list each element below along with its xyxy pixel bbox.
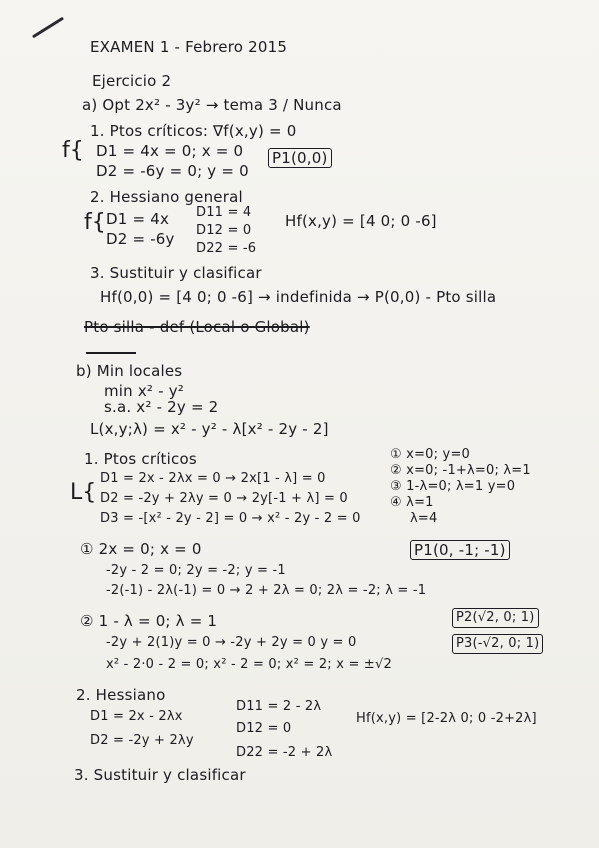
part-b-h-d1: D1 = 2x - 2λx: [90, 709, 183, 724]
part-a-point: P1(0,0): [268, 148, 332, 168]
pen-stroke: [32, 17, 64, 39]
part-b-title: b) Min locales: [76, 362, 183, 380]
part-b-sol2-c: x² - 2·0 - 2 = 0; x² - 2 = 0; x² = 2; x = ±√2: [106, 657, 392, 672]
part-b-hessian: Hf(x,y) = [2-2λ 0; 0 -2+2λ]: [356, 711, 537, 726]
part-b-case4: ④ λ=1: [390, 495, 434, 510]
exercise-title: Ejercicio 2: [92, 72, 172, 90]
part-b-h-d12: D12 = 0: [236, 721, 292, 736]
part-b-step2: 2. Hessiano: [76, 686, 166, 704]
brace-icon: L{: [70, 480, 97, 505]
part-a-title: a) Opt 2x² - 3y² → tema 3 / Nunca: [82, 96, 342, 114]
part-b-step1: 1. Ptos críticos: [84, 450, 197, 468]
brace-icon: f{: [62, 138, 84, 163]
part-b-eq-d2: D2 = -2y + 2λy = 0 → 2y[-1 + λ] = 0: [100, 491, 348, 506]
part-b-eq-d1: D1 = 2x - 2λx = 0 → 2x[1 - λ] = 0: [100, 471, 326, 486]
part-a-classify: Hf(0,0) = [4 0; 0 -6] → indefinida → P(0,0) - Pto silla: [100, 288, 497, 306]
part-a-h-d22: D22 = -6: [196, 241, 257, 256]
part-b-sol1-a: ① 2x = 0; x = 0: [80, 540, 202, 558]
part-b-constraint: s.a. x² - 2y = 2: [104, 398, 219, 416]
part-a-h-d1: D1 = 4x: [106, 210, 170, 228]
part-b-sol1-b: -2y - 2 = 0; 2y = -2; y = -1: [106, 563, 286, 578]
part-a-h-d2: D2 = -6y: [106, 230, 175, 248]
part-b-lagrangian: L(x,y;λ) = x² - y² - λ[x² - 2y - 2]: [90, 420, 329, 438]
part-b-objective: min x² - y²: [104, 382, 184, 400]
part-b-h-d2: D2 = -2y + 2λy: [90, 733, 194, 748]
part-a-step1: 1. Ptos críticos: ∇f(x,y) = 0: [90, 122, 297, 140]
part-b-h-d22: D22 = -2 + 2λ: [236, 745, 333, 760]
part-b-h-d11: D11 = 2 - 2λ: [236, 699, 322, 714]
part-b-case3: ③ 1-λ=0; λ=1 y=0: [390, 479, 516, 494]
part-a-d1: D1 = 4x = 0; x = 0: [96, 142, 244, 160]
exam-title: EXAMEN 1 - Febrero 2015: [90, 38, 288, 56]
part-a-step3: 3. Sustituir y clasificar: [90, 264, 262, 282]
part-a-h-d12: D12 = 0: [196, 223, 252, 238]
part-b-step3: 3. Sustituir y clasificar: [74, 766, 246, 784]
part-b-sol2-b: -2y + 2(1)y = 0 → -2y + 2y = 0 y = 0: [106, 635, 357, 650]
part-b-sol1-c: -2(-1) - 2λ(-1) = 0 → 2 + 2λ = 0; 2λ = -2; λ = -1: [106, 583, 427, 598]
separator-dash: [86, 352, 136, 354]
struck-note: Pto silla - def (Local o Global): [84, 318, 310, 336]
part-a-h-d11: D11 = 4: [196, 205, 252, 220]
part-a-hessian: Hf(x,y) = [4 0; 0 -6]: [285, 212, 437, 230]
part-b-point1: P1(0, -1; -1): [410, 540, 510, 560]
part-a-step2: 2. Hessiano general: [90, 188, 243, 206]
part-b-case4b: λ=4: [410, 511, 438, 526]
part-b-point2: P2(√2, 0; 1): [452, 608, 539, 628]
part-b-eq-d3: D3 = -[x² - 2y - 2] = 0 → x² - 2y - 2 = 0: [100, 511, 361, 526]
part-b-sol2-a: ② 1 - λ = 0; λ = 1: [80, 612, 218, 630]
part-b-case2: ② x=0; -1+λ=0; λ=1: [390, 463, 531, 478]
part-a-d2: D2 = -6y = 0; y = 0: [96, 162, 249, 180]
part-b-point3: P3(-√2, 0; 1): [452, 634, 543, 654]
brace-icon: f{: [84, 210, 106, 235]
part-b-case1: ① x=0; y=0: [390, 447, 471, 462]
